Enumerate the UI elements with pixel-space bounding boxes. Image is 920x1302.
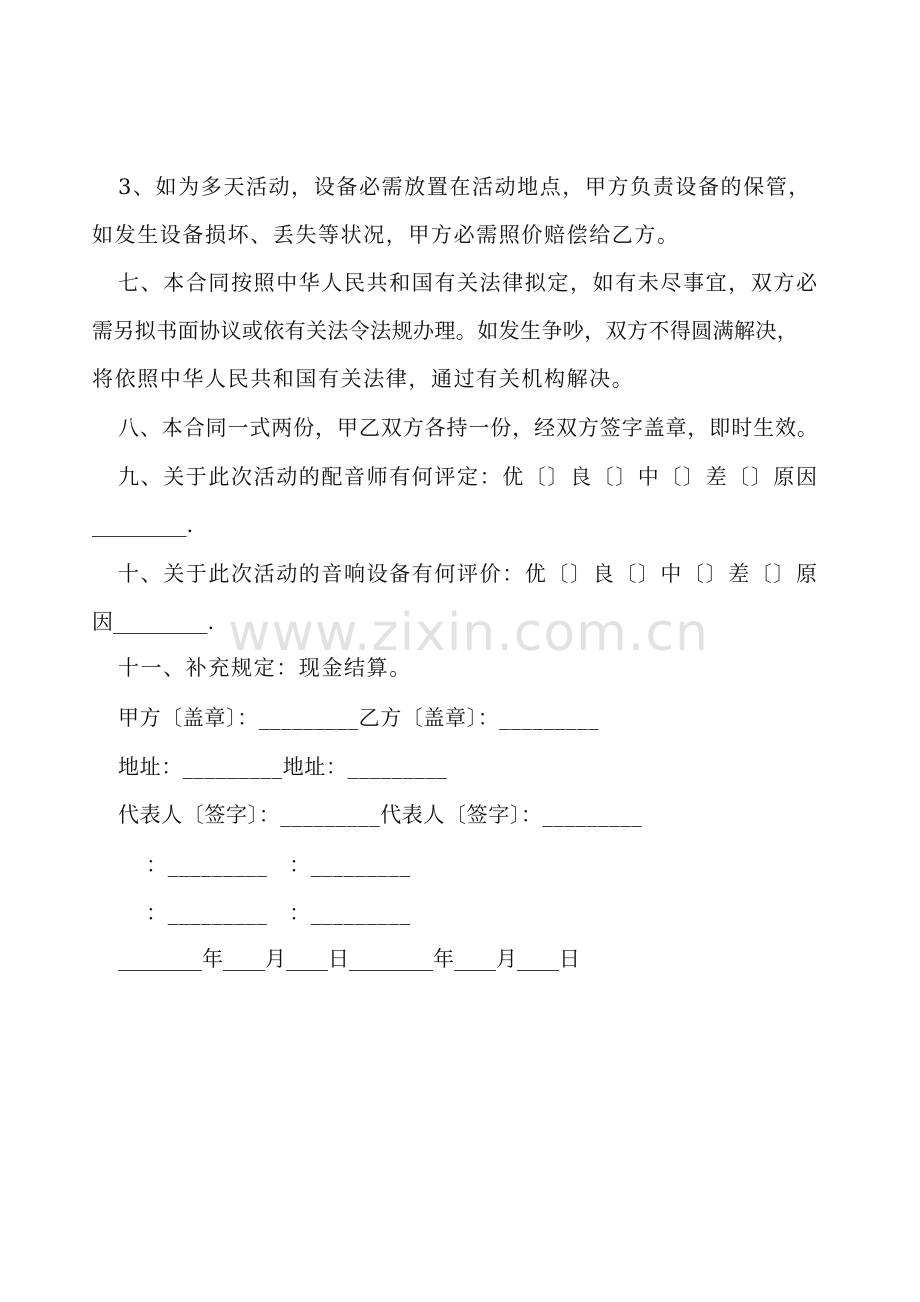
date-line: ________年____月____日________年____月____日 (118, 947, 580, 971)
blank-line-1: ：_________ ：_________ (146, 853, 411, 877)
clause-8: 八、本合同一式两份，甲乙双方各持一份，经双方签字盖章，即时生效。 (118, 416, 819, 440)
clause-3-line-1: 3、如为多天活动，设备必需放置在活动地点，甲方负责设备的保管， (118, 175, 811, 199)
clause-9-line-2: _________. (92, 513, 194, 537)
watermark: www.zixin.com.cn (228, 603, 709, 663)
address-line: 地址：_________地址：_________ (118, 755, 448, 779)
clause-11: 十一、补充规定：现金结算。 (118, 656, 412, 680)
representative-line: 代表人〔签字〕：_________代表人〔签字〕：_________ (118, 803, 643, 827)
clause-7-line-1: 七、本合同按照中华人民共和国有关法律拟定，如有未尽事宜，双方必 (118, 271, 819, 295)
clause-10-line-1: 十、关于此次活动的音响设备有何评价：优〔〕良〔〕中〔〕差〔〕原 (118, 562, 819, 586)
clause-10-line-2: 因_________. (92, 610, 215, 634)
blank-line-2: ：_________ ：_________ (146, 901, 411, 925)
clause-3-line-2: 如发生设备损坏、丢失等状况，甲方必需照价赔偿给乙方。 (92, 223, 680, 247)
clause-7-line-3: 将依照中华人民共和国有关法律，通过有关机构解决。 (92, 367, 635, 391)
party-seal-line: 甲方〔盖章〕：_________乙方〔盖章〕：_________ (118, 706, 600, 730)
clause-9-line-1: 九、关于此次活动的配音师有何评定：优〔〕良〔〕中〔〕差〔〕原因 (118, 465, 819, 489)
clause-7-line-2: 需另拟书面协议或依有关法令法规办理。如发生争吵，双方不得圆满解决， (92, 319, 799, 343)
